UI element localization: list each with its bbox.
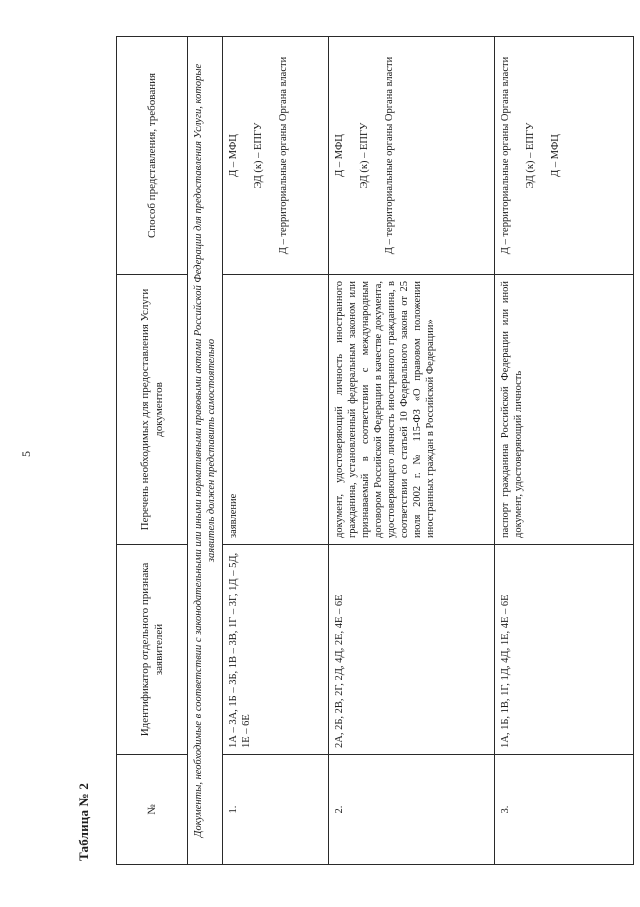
header-method: Способ представления, требования xyxy=(117,37,188,275)
row-document: паспорт гражданина Российской Федерации или иной документ, удостоверяющий личность xyxy=(495,275,634,545)
row-methods xyxy=(329,37,495,275)
row-identifier: 2А, 2Б, 2В, 2Г, 2Д, 4Д, 2Е, 4Е – 6Е xyxy=(329,545,495,755)
row-methods xyxy=(495,37,634,275)
row-number: 2. xyxy=(329,755,495,865)
documents-table xyxy=(116,36,634,865)
page-number: 5 xyxy=(19,451,33,457)
method-line: Д – МФЦ xyxy=(228,134,239,177)
method-line: Д – МФЦ xyxy=(334,134,345,177)
method-line: ЭД (к) – ЕПГУ xyxy=(253,122,264,189)
table-title: Таблица № 2 xyxy=(76,782,91,861)
row-number: 3. xyxy=(495,755,634,865)
table-header-row xyxy=(117,37,188,865)
header-number: № xyxy=(117,755,188,865)
row-methods xyxy=(223,37,329,275)
method-line: Д – территориальные органы Органа власти xyxy=(500,56,511,255)
row-identifier: 1А – 3А, 1Б – 3Б, 1В – 3В, 1Г – 3Г, 1Д – 5Д, 1Е – 6Е xyxy=(223,545,329,755)
header-documents: Перечень необходимых для предоставления Услуги документов xyxy=(117,275,188,545)
section-title: Документы, необходимые в соответствии с законодательными или иными нормативными правовыми актами Российской Федерации для предоставления Услуги, которые заявитель должен представить самостоятельно xyxy=(188,37,223,865)
method-line: Д – МФЦ xyxy=(550,134,561,177)
method-line: ЭД (к) – ЕПГУ xyxy=(359,122,370,189)
table-row xyxy=(329,37,495,865)
method-line: Д – территориальные органы Органа власти xyxy=(384,56,395,255)
row-document: документ, удостоверяющий личность иностранного гражданина, установленный федеральным законом или признаваемый в соответствии с международным договором Российской Федерации в качестве документа, удостоверяющего личность иностранного гражданина, в соответствии со статьей 10 Федерального закона от 25 июля 2002 г. № 115-ФЗ «О правовом положении иностранных граждан в Российской Федерации» xyxy=(329,275,495,545)
header-identifier: Идентификатор отдельного признака заявителей xyxy=(117,545,188,755)
table-row xyxy=(223,37,329,865)
section-row xyxy=(188,37,223,865)
method-line: ЭД (к) – ЕПГУ xyxy=(525,122,536,189)
rotated-page-content xyxy=(76,40,636,865)
table-row xyxy=(495,37,634,865)
row-document: заявление xyxy=(223,275,329,545)
method-line: Д – территориальные органы Органа власти xyxy=(278,56,289,255)
row-number: 1. xyxy=(223,755,329,865)
row-identifier: 1А, 1Б, 1В, 1Г, 1Д, 4Д, 1Е, 4Е – 6Е xyxy=(495,545,634,755)
